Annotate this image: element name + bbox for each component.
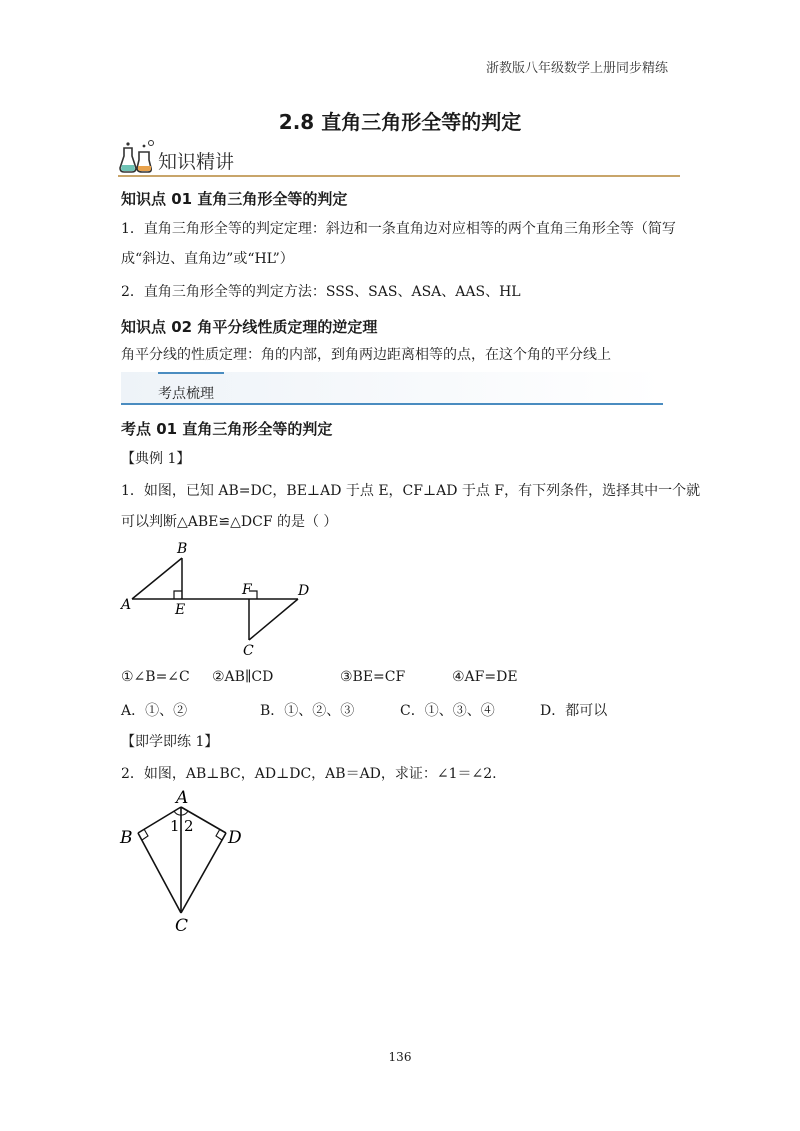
- fig1-label-E: E: [175, 602, 186, 618]
- question-1-line2: 可以判断△ABE≌△DCF 的是（ ）: [121, 514, 338, 530]
- question-2: 2．如图，AB⊥BC，AD⊥DC，AB＝AD，求证：∠1＝∠2.: [121, 766, 497, 782]
- question-1-line1: 1．如图，已知 AB=DC，BE⊥AD 于点 E，CF⊥AD 于点 F，有下列条件，选择其中一个就: [121, 483, 701, 499]
- fig2-label-A: A: [176, 788, 189, 808]
- condition-3: ③BE=CF: [340, 669, 406, 685]
- example-tag: 【典例 1】: [121, 451, 191, 467]
- condition-2: ②AB∥CD: [212, 669, 274, 685]
- kp1-item2: 2．直角三角形全等的判定方法：SSS、SAS、ASA、AAS、HL: [121, 284, 521, 300]
- kp1-item1-line1: 1．直角三角形全等的判定定理：斜边和一条直角边对应相等的两个直角三角形全等（简写: [121, 221, 676, 237]
- section-banner-label: 知识精讲: [158, 151, 235, 173]
- fig2-label-C: C: [175, 916, 189, 935]
- fig2-angle-1: 1: [170, 817, 180, 835]
- option-b: B．①、②、③: [260, 703, 355, 719]
- fig2-label-D: D: [228, 828, 242, 848]
- fig2-angle-2: 2: [184, 817, 194, 835]
- page-title: 2.8 直角三角形全等的判定: [278, 110, 522, 134]
- fig1-label-B: B: [177, 541, 188, 557]
- option-d: D．都可以: [540, 703, 608, 719]
- section-bar-label: 考点梳理: [158, 386, 214, 402]
- option-c: C．①、③、④: [400, 703, 495, 719]
- condition-4: ④AF=DE: [452, 669, 518, 685]
- page-number: 136: [388, 1050, 412, 1064]
- fig2-label-B: B: [120, 828, 133, 848]
- condition-1: ①∠B=∠C: [121, 669, 190, 685]
- running-header: 浙教版八年级数学上册同步精练: [485, 61, 668, 76]
- knowledge-point-2-heading: 知识点 02 角平分线性质定理的逆定理: [121, 318, 378, 336]
- banner-divider: [118, 175, 680, 177]
- fig1-label-D: D: [298, 583, 310, 599]
- flask-icon: [118, 138, 158, 174]
- fig1-label-F: F: [242, 582, 252, 598]
- knowledge-point-1-heading: 知识点 01 直角三角形全等的判定: [121, 190, 348, 208]
- section-bar-underline: [121, 403, 663, 405]
- figure-1: [115, 535, 325, 660]
- kp1-item1-line2: 成“斜边、直角边”或“HL”）: [121, 251, 294, 267]
- practice-tag: 【即学即练 1】: [121, 734, 219, 750]
- fig1-label-A: A: [121, 597, 132, 613]
- figure-2: [115, 785, 255, 935]
- exam-point-1-heading: 考点 01 直角三角形全等的判定: [121, 420, 333, 438]
- kp2-text: 角平分线的性质定理：角的内部，到角两边距离相等的点，在这个角的平分线上: [121, 347, 611, 363]
- fig1-label-C: C: [243, 643, 254, 659]
- section-bar-accent: [158, 372, 224, 374]
- option-a: A．①、②: [121, 703, 188, 719]
